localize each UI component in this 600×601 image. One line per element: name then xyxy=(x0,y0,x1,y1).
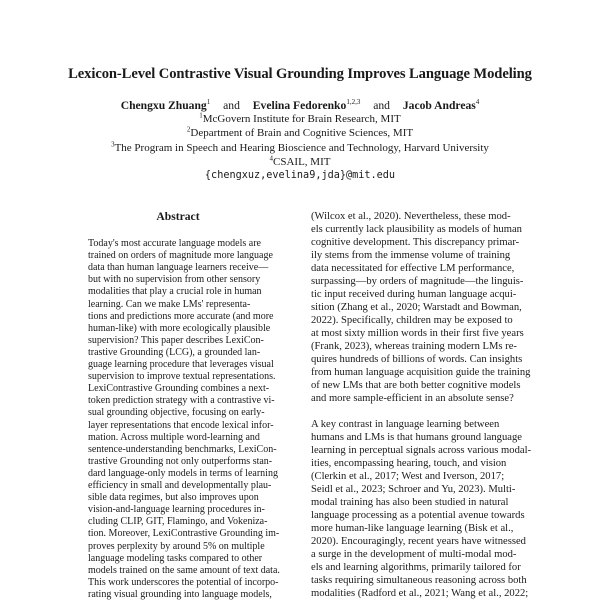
body-line: modalities (Radford et al., 2021; Wang et al., 2022; xyxy=(311,588,529,599)
author-name: Chengxu Zhuang xyxy=(120,99,207,112)
author-conjunction: and xyxy=(373,99,390,112)
body-line: modal training has also been studied in natural xyxy=(311,497,509,508)
abstract-line: dard language-only models in terms of learning xyxy=(88,467,278,479)
body-line: data necessitated for effective LM performance, xyxy=(311,263,515,274)
abstract-line: cluding CLIP, GIT, Flamingo, and Vokeniza- xyxy=(88,516,268,528)
affiliation: $^1$McGovern Institute for Brain Research, MIT xyxy=(199,111,401,125)
body-line: of new LMs that are both better cognitive models xyxy=(311,380,521,391)
abstract-line: trastive Grounding not only outperforms stan- xyxy=(88,455,273,467)
abstract-line: sual grounding objective, focusing on early- xyxy=(88,407,265,419)
abstract-line: token prediction strategy with a contrastive vi- xyxy=(88,395,275,407)
body-line: tasks requiring simultaneous reasoning across both xyxy=(311,575,527,586)
abstract-line: learning. Can we make LMs' representa- xyxy=(88,298,251,310)
abstract-line: trastive Grounding (LCG), a grounded lan- xyxy=(88,346,261,358)
author-sup: 1,2,3 xyxy=(346,98,361,107)
body-line: 2020). Encouragingly, recent years have witnessed xyxy=(311,536,526,547)
abstract-line: proves perplexity by around 5% on multiple xyxy=(88,540,265,552)
abstract-line: sible data regimes, but also improves upon xyxy=(88,492,259,504)
affiliation: $^4$CSAIL, MIT xyxy=(269,154,331,168)
abstract-line: tion. Moreover, LexiContrastive Grounding im- xyxy=(88,528,280,540)
body-line: (Clerkin et al., 2017; West and Iverson, 2017; xyxy=(311,471,505,482)
abstract-line: modalities that play a crucial role in human xyxy=(88,286,262,298)
body-line: Seidl et al., 2023; Schroer and Yu, 2023). Multi- xyxy=(311,484,516,495)
affiliation: $^2$Department of Brain and Cognitive Sciences, MIT xyxy=(186,125,414,139)
abstract-line: vision-and-language learning procedures in- xyxy=(88,504,265,516)
body-line: els currently lack plausibility as models of human xyxy=(311,224,522,235)
abstract-line: language modeling tasks compared to other xyxy=(88,552,263,564)
body-line: A key contrast in language learning between xyxy=(311,419,500,430)
author-name: Jacob Andreas xyxy=(402,99,476,112)
abstract-line: Today's most accurate language models are xyxy=(88,238,261,249)
body-line: from human language acquisition guide the training xyxy=(311,367,531,378)
affiliation: $^3$The Program in Speech and Hearing Bioscience and Technology, Harvard University xyxy=(111,140,489,154)
abstract-line: but with no supervision from other sensory xyxy=(88,274,261,286)
body-line: 2022). Specifically, children may be exposed to xyxy=(311,315,513,326)
abstract-line: rating visual grounding into language models, xyxy=(88,588,272,600)
abstract-line: This work underscores the potential of incorpo- xyxy=(88,576,279,588)
abstract-heading: Abstract xyxy=(156,210,200,223)
author-sup: 1 xyxy=(206,98,211,107)
contact-email: {chengxuz,evelina9,jda}@mit.edu xyxy=(204,170,396,181)
abstract-line: human-like) with more ecologically plausible xyxy=(88,322,271,334)
abstract-line: layer representations that encode lexical infor- xyxy=(88,419,274,431)
body-line: els and learning algorithms, primarily tailored for xyxy=(311,562,521,573)
body-line: at most sixty million words in their first five years xyxy=(311,328,524,339)
author-line xyxy=(0,99,600,113)
body-line: sition (Zhang et al., 2020; Warstadt and Bowman, xyxy=(311,302,522,313)
abstract-line: models trained on the same amount of text data. xyxy=(88,564,280,576)
body-line: (Wilcox et al., 2020). Nevertheless, these mod- xyxy=(311,211,511,222)
abstract-line: mation. Across multiple word-learning and xyxy=(88,431,260,443)
body-line: more human-like language learning (Bisk et al., xyxy=(311,523,514,534)
body-line: learning in perceptual signals across various modal- xyxy=(311,445,532,456)
body-line: ily stems from the immense volume of training xyxy=(311,250,511,261)
body-line: humans and LMs is that humans ground language xyxy=(311,432,522,443)
abstract-line: supervision? This paper describes LexiCon- xyxy=(88,334,264,346)
abstract-line: supervision to improve textual representations. xyxy=(88,371,276,383)
abstract-line: tions and predictions more accurate (and more xyxy=(88,310,274,322)
body-line: surpassing—by orders of magnitude—the linguis- xyxy=(311,276,524,287)
abstract-line: guage learning procedure that leverages visual xyxy=(88,359,274,370)
paper-title: Lexicon-Level Contrastive Visual Grounding Improves Language Modeling xyxy=(68,66,532,82)
body-line: ities, encompassing hearing, touch, and vision xyxy=(311,458,507,469)
body-line: tic input received during human language acqui- xyxy=(311,289,517,300)
abstract-line: trained on orders of magnitude more language xyxy=(88,250,273,262)
author-name: Evelina Fedorenko xyxy=(252,99,347,112)
body-line: a surge in the development of multi-modal mod- xyxy=(311,549,517,560)
body-line: cognitive development. This discrepancy primar- xyxy=(311,237,520,248)
abstract-line: sentence-understanding benchmarks, LexiCon- xyxy=(88,443,277,455)
body-line: (Frank, 2023), whereas training modern LMs re- xyxy=(311,341,517,352)
body-line: and more sample-efficient in an absolute sense? xyxy=(311,393,514,404)
abstract-line: efficiency in small and developmentally plau- xyxy=(88,480,272,491)
author-conjunction: and xyxy=(223,99,240,112)
author-sup: 4 xyxy=(475,98,480,107)
body-line: language processing as a potential avenue towards xyxy=(311,510,525,521)
body-line: quires hundreds of billions of words. Can insights xyxy=(311,354,523,365)
abstract-line: LexiContrastive Grounding combines a next- xyxy=(88,383,270,395)
abstract-line: data than human language learners receive— xyxy=(88,262,269,274)
